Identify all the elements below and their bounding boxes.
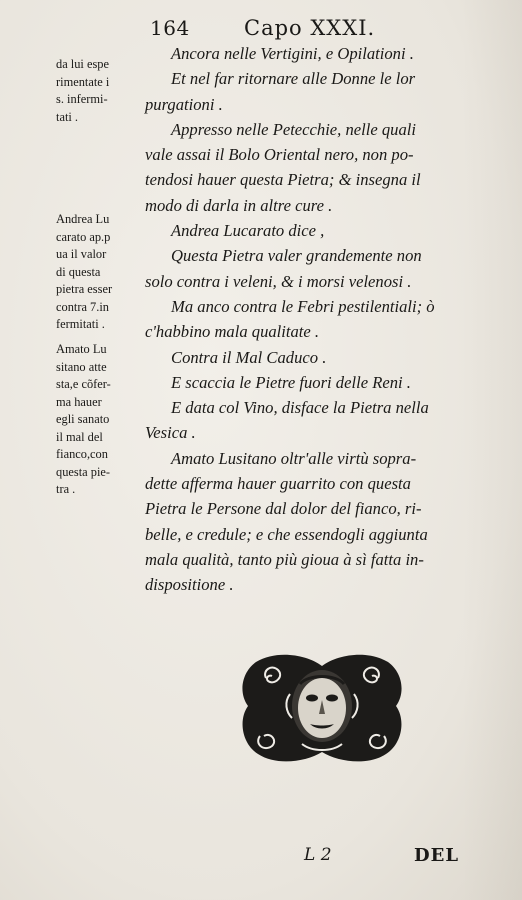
margin-note-line: questa pie-	[56, 464, 111, 479]
margin-note-line: ma hauer	[56, 394, 102, 409]
margin-note-line: tra .	[56, 482, 76, 496]
text-line: Questa Pietra valer grandemente non	[171, 246, 422, 266]
text-line: Pietra le Persone dal dolor del fianco, ri-	[145, 499, 422, 519]
margin-note-line: di questa	[56, 264, 101, 279]
margin-note	[56, 56, 148, 126]
text-line: Et nel far ritornare alle Donne le lor	[171, 69, 416, 89]
text-line: modo di darla in altre cure .	[145, 195, 333, 215]
margin-note-line: pietra esser	[56, 282, 113, 296]
margin-note-line: Amato Lu	[56, 342, 107, 356]
margin-note-line: da lui espe	[56, 57, 109, 71]
margin-note-line: tati .	[56, 109, 79, 124]
margin-note-line: rimentate i	[56, 74, 110, 89]
page-number: 164	[150, 16, 190, 40]
margin-note	[56, 341, 148, 499]
margin-note-line: egli sanato	[56, 412, 110, 426]
text-line: Ancora nelle Vertigini, e Opilationi .	[171, 44, 414, 63]
text-line: Vesica .	[145, 423, 196, 443]
text-line: mala qualità, tanto più gioua à sì fatta in-	[145, 549, 424, 569]
text-line: dette afferma hauer guarrito con questa	[145, 474, 411, 494]
margin-note-line: fermitati .	[56, 317, 105, 331]
margin-note-line: Andrea Lu	[56, 212, 110, 226]
text-line: belle, e credule; e che essendogli aggiunta	[145, 524, 428, 544]
margin-note-line: s. infermi-	[56, 92, 108, 106]
text-line: Ma anco contra le Febri pestilentiali; ò	[171, 296, 435, 316]
text-line: dispositione .	[145, 575, 234, 595]
main-text-block	[145, 41, 515, 598]
text-line: Contra il Mal Caduco .	[171, 347, 327, 367]
text-line: Appresso nelle Petecchie, nelle quali	[171, 119, 416, 139]
margin-note-line: contra 7.in	[56, 299, 109, 314]
margin-note-line: sitano atte	[56, 359, 107, 374]
text-line: Andrea Lucarato dice ,	[171, 221, 325, 241]
text-line: c'habbino mala qualitate .	[145, 322, 320, 342]
text-line: solo contra i veleni, & i morsi velenosi .	[145, 271, 412, 291]
margin-note-line: il mal del	[56, 429, 103, 444]
margin-note-line: ua il valor	[56, 247, 107, 261]
text-line: vale assai il Bolo Oriental nero, non po-	[145, 145, 414, 165]
margin-note-line: fianco,con	[56, 447, 108, 461]
margin-note-line: carato ap.p	[56, 229, 111, 244]
page-footer	[0, 845, 522, 885]
text-line: purgationi .	[145, 94, 223, 114]
text-line: E scaccia le Pietre fuori delle Reni .	[171, 372, 411, 392]
text-line: tendosi hauer questa Pietra; & insegna il	[145, 170, 421, 190]
running-head: Capo XXXI.	[244, 16, 376, 40]
margin-note	[56, 211, 148, 334]
printers-ornament-mask-icon	[236, 648, 408, 772]
text-line: E data col Vino, disface la Pietra nella	[171, 398, 429, 418]
margin-note-line: sta,e cõfer-	[56, 377, 111, 391]
catchword: DEL	[414, 845, 459, 866]
signature-mark: L 2	[304, 845, 332, 865]
text-line: Amato Lusitano oltr'alle virtù sopra-	[171, 448, 417, 468]
